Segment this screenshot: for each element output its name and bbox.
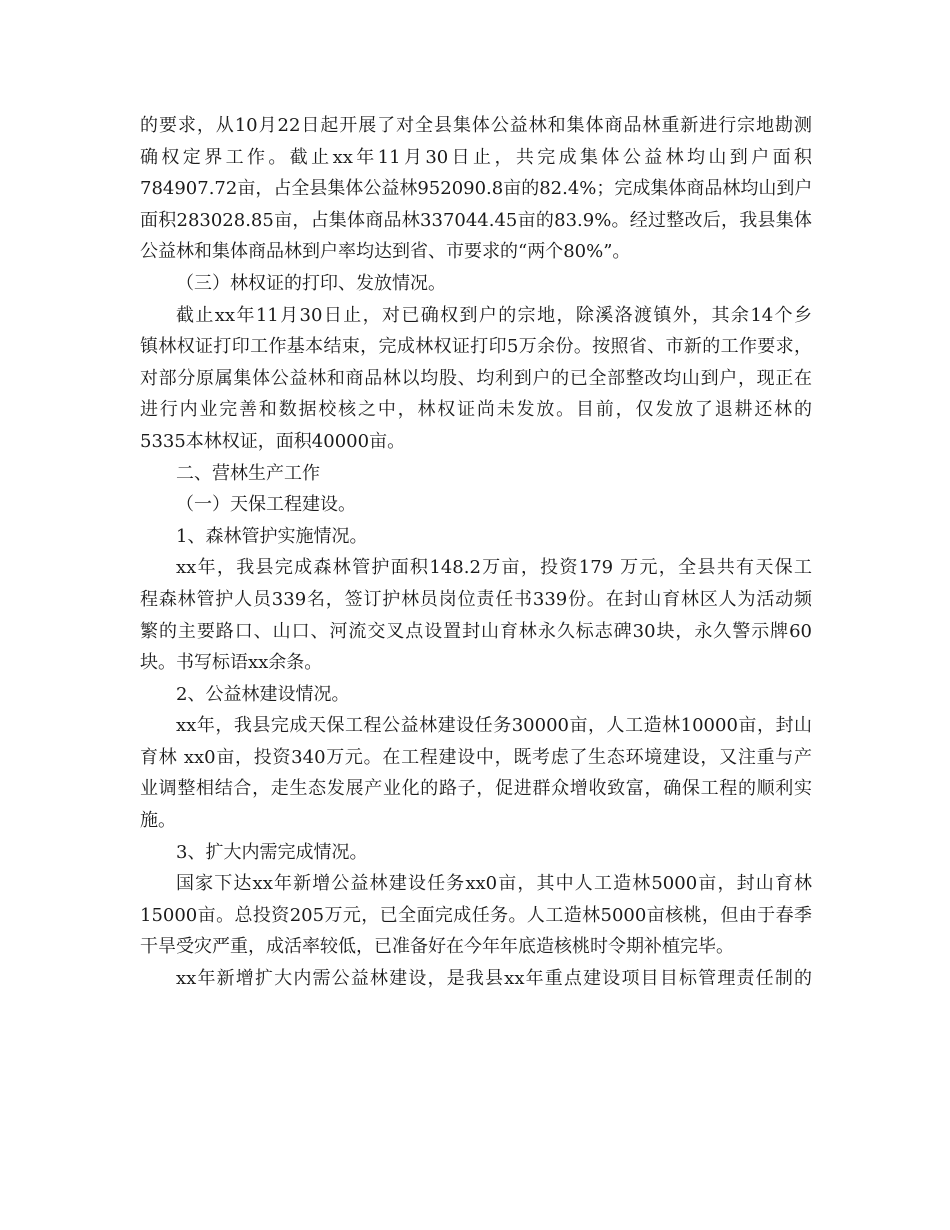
text-line: 5335本林权证，面积40000亩。 (140, 430, 406, 452)
text-line: 确权定界工作。截止xx年11月30日止，共完成集体公益林均山到户面积 (140, 146, 812, 168)
text-line: 国家下达xx年新增公益林建设任务xx0亩，其中人工造林5000亩，封山育林 (176, 873, 812, 895)
section-heading: （一）天保工程建设。 (176, 494, 356, 516)
text-line: 的要求，从10月22日起开展了对全县集体公益林和集体商品林重新进行宗地勘测 (140, 115, 812, 136)
text-line: 对部分原属集体公益林和商品林以均股、均利到户的已全部整改均山到户，现正在 (140, 367, 812, 389)
section-heading: 3、扩大内需完成情况。 (176, 841, 368, 863)
text-line: 程森林管护人员339名，签订护林员岗位责任书339份。在封山育林区人为活动频 (140, 588, 812, 610)
section-heading: 1、森林管护实施情况。 (176, 525, 368, 547)
text-line: 面积283028.85亩，占集体商品林337044.45亩的83.9%。经过整改后，我县集体 (140, 209, 812, 231)
text-line: xx年新增扩大内需公益林建设，是我县xx年重点建设项目目标管理责任制的 (176, 968, 812, 990)
text-line: 育林 xx0亩，投资340万元。在工程建设中，既考虑了生态环境建设，又注重与产 (140, 746, 812, 768)
text-line: 干旱受灾严重，成活率较低，已准备好在今年年底造核桃时令期补植完毕。 (140, 936, 734, 958)
text-line: xx年，我县完成森林管护面积148.2万亩，投资179 万元，全县共有天保工 (176, 557, 812, 579)
document-body (140, 110, 812, 995)
text-line: 进行内业完善和数据校核之中，林权证尚未发放。目前，仅发放了退耕还林的 (140, 399, 812, 421)
section-heading: 二、营林生产工作 (176, 462, 320, 484)
section-heading: （三）林权证的打印、发放情况。 (176, 272, 446, 294)
text-line: xx年，我县完成天保工程公益林建设任务30000亩，人工造林10000亩，封山 (176, 715, 812, 737)
section-heading: 2、公益林建设情况。 (176, 683, 350, 705)
text-line: 繁的主要路口、山口、河流交叉点设置封山育林永久标志碑30块，永久警示牌60 (140, 620, 812, 642)
text-line: 15000亩。总投资205万元，已全面完成任务。人工造林5000亩核桃，但由于春季 (140, 904, 812, 926)
text-line: 施。 (140, 810, 176, 832)
text-line: 公益林和集体商品林到户率均达到省、市要求的“两个80%”。 (140, 241, 631, 263)
text-line: 784907.72亩，占全县集体公益林952090.8亩的82.4%；完成集体商品林均山到户 (140, 178, 812, 200)
text-line: 截止xx年11月30日止，对已确权到户的宗地，除溪洛渡镇外，其余14个乡 (176, 304, 812, 326)
text-line: 块。书写标语xx余条。 (140, 652, 323, 674)
text-line: 镇林权证打印工作基本结束，完成林权证打印5万余份。按照省、市新的工作要求， (140, 336, 812, 358)
text-line: 业调整相结合，走生态发展产业化的路子，促进群众增收致富，确保工程的顺利实 (140, 778, 812, 800)
